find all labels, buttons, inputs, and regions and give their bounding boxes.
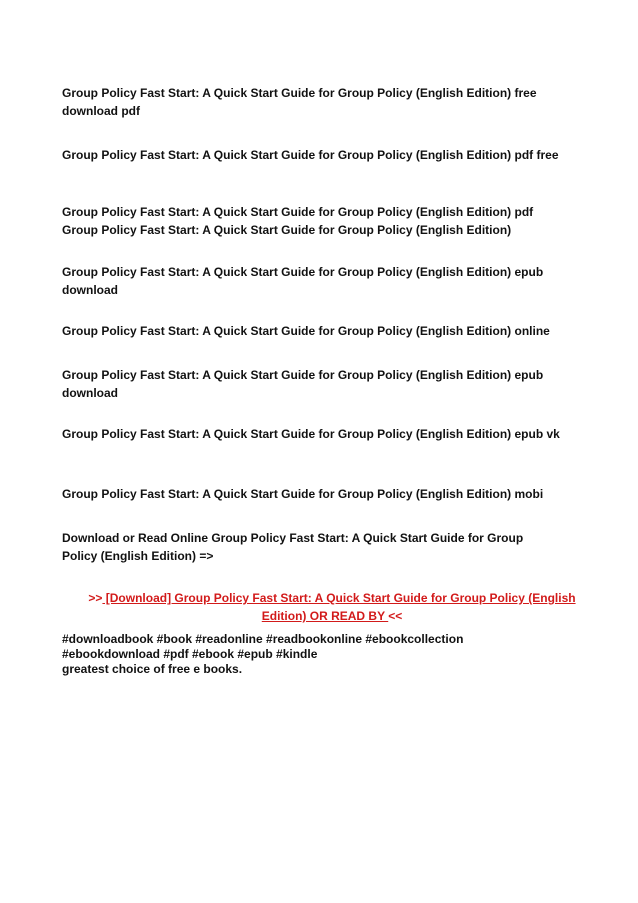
paragraph-line: Download or Read Online Group Policy Fast Start: A Quick Start Guide for Group: [62, 531, 524, 545]
paragraph-line: Group Policy Fast Start: A Quick Start Guide for Group Policy (English Edition) pdf: [62, 205, 534, 219]
download-link-block: [62, 589, 602, 625]
paragraph-epub-download-2: [62, 366, 602, 402]
download-prefix: >>: [88, 591, 103, 605]
paragraph-pdf-free: [62, 146, 602, 164]
paragraph-line: download: [62, 283, 118, 297]
paragraph-line: Group Policy Fast Start: A Quick Start Guide for Group Policy (English Edition) online: [62, 324, 550, 338]
paragraph-pdf: [62, 203, 602, 239]
download-suffix: <<: [388, 609, 403, 623]
paragraph-line: Group Policy Fast Start: A Quick Start Guide for Group Policy (English Edition): [62, 223, 512, 237]
paragraph-mobi: [62, 485, 602, 503]
paragraph-free-download-pdf: [62, 84, 602, 120]
paragraph-line: Group Policy Fast Start: A Quick Start Guide for Group Policy (English Edition) epub: [62, 368, 544, 382]
paragraph-line: Group Policy Fast Start: A Quick Start Guide for Group Policy (English Edition) free: [62, 86, 537, 100]
download-link-line-2: [62, 607, 602, 625]
hashtag-block: [62, 632, 602, 677]
paragraph-line: Group Policy Fast Start: A Quick Start Guide for Group Policy (English Edition) mobi: [62, 487, 544, 501]
tagline: greatest choice of free e books.: [62, 662, 243, 676]
hashtag-line: #ebookdownload #pdf #ebook #epub #kindle: [62, 647, 318, 661]
paragraph-line: download: [62, 386, 118, 400]
hashtag-line: #downloadbook #book #readonline #readbookonline #ebookcollection: [62, 632, 464, 646]
paragraph-line: Policy (English Edition) =>: [62, 549, 214, 563]
paragraph-online: [62, 322, 602, 340]
paragraph-line: Group Policy Fast Start: A Quick Start Guide for Group Policy (English Edition) pdf free: [62, 148, 559, 162]
download-link-line-1: [62, 589, 602, 607]
paragraph-download-or-read: [62, 529, 602, 565]
paragraph-line: download pdf: [62, 104, 140, 118]
paragraph-line: Group Policy Fast Start: A Quick Start Guide for Group Policy (English Edition) epub vk: [62, 427, 560, 441]
read-by-link[interactable]: Edition) OR READ BY: [261, 609, 389, 623]
paragraph-epub-download: [62, 263, 602, 299]
paragraph-line: Group Policy Fast Start: A Quick Start Guide for Group Policy (English Edition) epub: [62, 265, 544, 279]
download-link[interactable]: [Download] Group Policy Fast Start: A Quick Start Guide for Group Policy (English: [102, 591, 576, 605]
paragraph-epub-vk: [62, 425, 602, 443]
